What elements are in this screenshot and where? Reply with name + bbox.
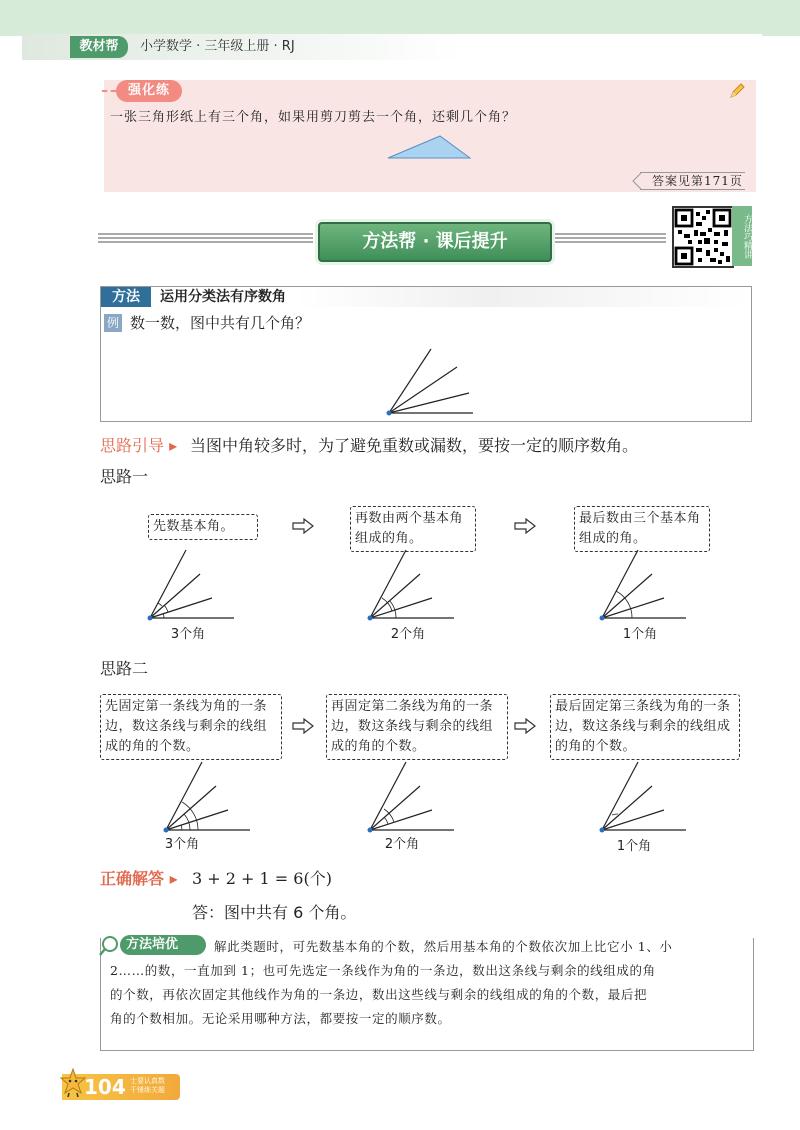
approach-2-figure-3: [598, 758, 688, 836]
pencil-icon: [728, 82, 746, 100]
approach-1-caption-1: 3个角: [170, 627, 206, 642]
banner-lines-left: [98, 232, 313, 246]
banner-lines-right: [548, 232, 666, 246]
book-title: 小学数学 · 三年级上册 · RJ: [140, 39, 295, 54]
top-band: [0, 0, 800, 36]
approach-1-figure-2: [366, 546, 456, 624]
approach-1-caption-2: 2个角: [390, 627, 426, 642]
example-question: 数一数，图中共有几个角？: [130, 314, 311, 332]
approach-1-caption-3: 1个角: [622, 627, 658, 642]
triangle-figure: [384, 132, 474, 162]
answer-equation: 3 + 2 + 1 = 6(个): [192, 869, 332, 888]
approach-1-step-2-box: 再数由两个基本角组成的角。: [350, 506, 476, 552]
example-angle-figure: [385, 345, 477, 417]
guide-text: 当图中角较多时，为了避免重数或漏数，要按一定的顺序数角。: [190, 436, 639, 455]
qr-code-icon[interactable]: [672, 206, 734, 268]
page-slogan-2: 千锤练关题: [130, 1086, 165, 1094]
answer-reference: 答案见第171页: [640, 172, 745, 190]
approach-1-step-3-box: 最后数由三个基本角组成的角。: [574, 506, 710, 552]
approach-2-caption-2: 2个角: [384, 837, 420, 852]
arrow-right-icon: [292, 518, 314, 534]
arrow-right-icon: [292, 718, 314, 734]
page-slogan-1: 士要认真数: [130, 1077, 165, 1085]
approach-2-caption-3: 1个角: [616, 839, 652, 854]
arrow-right-icon: [514, 718, 536, 734]
approach-1-figure-3: [598, 546, 688, 624]
method-title: 运用分类法有序数角: [160, 289, 286, 305]
brand-tag: 教材帮: [70, 36, 128, 58]
approach-2-caption-1: 3个角: [164, 837, 200, 852]
practice-dash: [102, 90, 116, 92]
answer-label: 正确解答 ▸: [100, 869, 178, 888]
approach-2-figure-2: [366, 758, 456, 836]
header-bar: [22, 34, 762, 60]
approach-1-figure-1: [146, 546, 236, 624]
tips-line-4: 角的个数相加。无论采用哪种方法，都要按一定的顺序数。: [110, 1011, 451, 1026]
example-tag: 例: [104, 314, 122, 332]
approach-2-step-2-box: 再固定第二条线为角的一条边，数这条线与剩余的线组成的角的个数。: [326, 694, 508, 760]
star-mascot-icon: [60, 1068, 86, 1098]
approach-2-step-3-box: 最后固定第三条线为角的一条边，数这条线与剩余的线组成的角的个数。: [550, 694, 740, 760]
tips-line-3: 的个数，再依次固定其他线作为角的一条边，数出这些线与剩余的线组成的角的个数，最后把: [110, 987, 648, 1002]
section-banner: 方法帮 · 课后提升: [318, 222, 552, 262]
approach-1-step-1-box: 先数基本角。: [148, 514, 258, 540]
qr-side-tab: 方法巧精讲: [732, 206, 752, 266]
approach-2-step-1-box: 先固定第一条线为角的一条边，数这条线与剩余的线组成的角的个数。: [100, 694, 282, 760]
answer-statement: 答：图中共有 6 个角。: [192, 903, 357, 922]
approach-2-title: 思路二: [100, 659, 149, 678]
approach-2-figure-1: [162, 758, 252, 836]
practice-question: 一张三角形纸上有三个角，如果用剪刀剪去一个角，还剩几个角？: [110, 110, 517, 125]
tips-tag: 方法培优: [126, 937, 179, 952]
tips-line-2: 2……的数，一直加到 1；也可先选定一条线作为角的一条边，数出这条线与剩余的线组成的角: [110, 963, 656, 978]
approach-1-title: 思路一: [100, 467, 149, 486]
method-tag: 方法: [101, 287, 151, 307]
arrow-right-icon: [514, 518, 536, 534]
practice-tag: 强化练: [116, 80, 182, 102]
page-number: 104: [84, 1075, 126, 1099]
tips-line-1: 解此类题时，可先数基本角的个数，然后用基本角的个数依次加上比它小 1、小: [214, 939, 673, 954]
guide-label: 思路引导 ▸: [100, 436, 178, 455]
